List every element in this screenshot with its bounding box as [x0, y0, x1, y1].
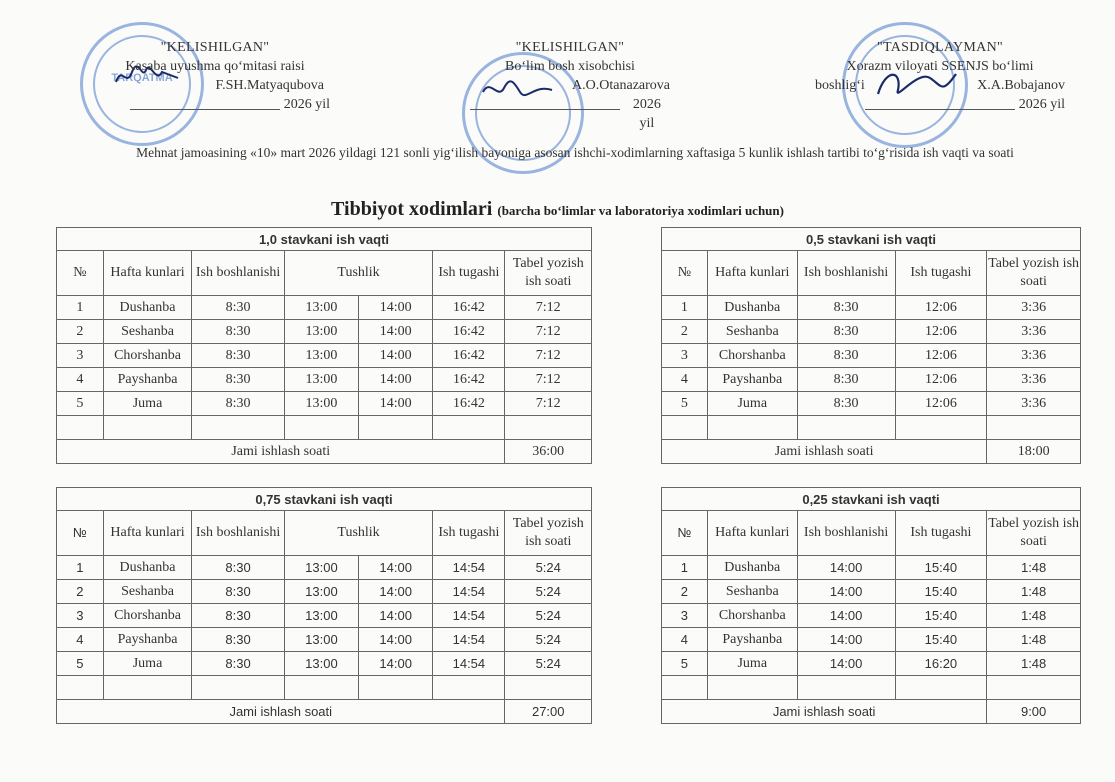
approval-left-year: 2026 yil [283, 97, 330, 112]
cell-lunch-start: 13:00 [284, 320, 358, 344]
cell-day: Chorshanba [103, 604, 191, 628]
approval-right-role: Xorazm viloyati SSENJS bo‘limi [846, 59, 1034, 74]
cell-start: 8:30 [797, 320, 895, 344]
empty-row [57, 416, 592, 440]
cell-hours: 1:48 [987, 604, 1081, 628]
cell-end: 15:40 [895, 580, 987, 604]
table-caption: 0,25 stavkani ish vaqti [662, 488, 1081, 511]
cell-hours: 1:48 [987, 556, 1081, 580]
table-row [57, 580, 592, 604]
cell-end: 16:42 [433, 296, 505, 320]
empty-row [662, 416, 1081, 440]
cell-no: 1 [662, 556, 708, 580]
approval-right-role2: boshlig‘i [815, 78, 865, 93]
cell-end: 16:42 [433, 320, 505, 344]
cell-start: 14:00 [797, 556, 895, 580]
empty-row [662, 676, 1081, 700]
cell-day: Dushanba [707, 296, 797, 320]
cell-end: 12:06 [895, 368, 987, 392]
cell-end: 15:40 [895, 556, 987, 580]
table-row [662, 296, 1081, 320]
cell-end: 14:54 [433, 604, 505, 628]
table-row [57, 556, 592, 580]
cell-lunch-start: 13:00 [284, 628, 358, 652]
cell-hours: 5:24 [505, 604, 592, 628]
cell-lunch-end: 14:00 [359, 392, 433, 416]
title-main: Tibbiyot xodimlari [331, 198, 493, 220]
cell-hours: 3:36 [987, 368, 1081, 392]
cell-start: 14:00 [797, 652, 895, 676]
table-caption: 0,5 stavkani ish vaqti [662, 228, 1081, 251]
col-end: Ish tugashi [433, 511, 505, 556]
table-0-75-rate [56, 487, 592, 724]
cell-hours: 3:36 [987, 320, 1081, 344]
table-row [57, 604, 592, 628]
cell-no: 3 [662, 344, 708, 368]
cell-end: 14:54 [433, 628, 505, 652]
table-row [57, 628, 592, 652]
total-value: 27:00 [505, 700, 592, 724]
date-line [130, 95, 280, 110]
cell-no: 3 [57, 604, 104, 628]
cell-hours: 7:12 [505, 296, 592, 320]
table-caption: 1,0 stavkani ish vaqti [57, 228, 592, 251]
approval-right-name: X.A.Bobajanov [977, 78, 1065, 93]
cell-no: 3 [662, 604, 708, 628]
cell-day: Seshanba [103, 580, 191, 604]
cell-day: Seshanba [707, 320, 797, 344]
cell-start: 8:30 [192, 320, 285, 344]
cell-day: Seshanba [707, 580, 797, 604]
cell-start: 8:30 [192, 344, 285, 368]
table-row [662, 556, 1081, 580]
cell-lunch-start: 13:00 [284, 296, 358, 320]
table-row [57, 320, 592, 344]
cell-hours: 7:12 [505, 320, 592, 344]
cell-start: 8:30 [797, 344, 895, 368]
date-line [865, 95, 1015, 110]
cell-lunch-start: 13:00 [284, 344, 358, 368]
cell-hours: 5:24 [505, 652, 592, 676]
col-days: Hafta kunlari [103, 511, 191, 556]
cell-end: 14:54 [433, 580, 505, 604]
col-hours: Tabel yozish ish soati [987, 251, 1081, 296]
approval-left [100, 38, 330, 114]
cell-no: 2 [662, 580, 708, 604]
approval-right [815, 38, 1065, 114]
cell-no: 4 [662, 628, 708, 652]
col-no: № [57, 511, 104, 556]
cell-hours: 7:12 [505, 344, 592, 368]
cell-no: 5 [662, 652, 708, 676]
approval-right-year: 2026 yil [1018, 97, 1065, 112]
total-label: Jami ishlash soati [57, 700, 505, 724]
cell-hours: 1:48 [987, 628, 1081, 652]
table-row [57, 344, 592, 368]
cell-day: Payshanba [707, 628, 797, 652]
cell-day: Dushanba [103, 296, 191, 320]
table-row [662, 580, 1081, 604]
total-row [57, 700, 592, 724]
cell-day: Dushanba [707, 556, 797, 580]
table-row [662, 652, 1081, 676]
col-end: Ish tugashi [895, 251, 987, 296]
cell-end: 16:20 [895, 652, 987, 676]
cell-lunch-start: 13:00 [284, 392, 358, 416]
col-start: Ish boshlanishi [797, 511, 895, 556]
cell-lunch-start: 13:00 [284, 604, 358, 628]
table-row [57, 368, 592, 392]
cell-no: 5 [57, 652, 104, 676]
cell-hours: 7:12 [505, 368, 592, 392]
cell-lunch-start: 13:00 [284, 652, 358, 676]
cell-start: 8:30 [797, 296, 895, 320]
cell-end: 12:06 [895, 392, 987, 416]
cell-hours: 1:48 [987, 652, 1081, 676]
approval-middle-role: Bo‘lim bosh xisobchisi [505, 59, 635, 74]
col-end: Ish tugashi [895, 511, 987, 556]
col-lunch: Tushlik [284, 511, 432, 556]
cell-start: 14:00 [797, 604, 895, 628]
total-value: 9:00 [987, 700, 1081, 724]
cell-lunch-end: 14:00 [359, 320, 433, 344]
cell-no: 1 [57, 296, 104, 320]
col-hours: Tabel yozish ish soati [987, 511, 1081, 556]
approval-left-name: F.SH.Matyaqubova [215, 78, 324, 93]
cell-lunch-end: 14:00 [359, 580, 433, 604]
cell-hours: 3:36 [987, 392, 1081, 416]
cell-day: Payshanba [103, 368, 191, 392]
cell-no: 5 [57, 392, 104, 416]
cell-day: Chorshanba [707, 344, 797, 368]
table-row [57, 392, 592, 416]
cell-lunch-end: 14:00 [359, 628, 433, 652]
total-label: Jami ishlash soati [662, 440, 987, 464]
cell-no: 5 [662, 392, 708, 416]
cell-no: 4 [662, 368, 708, 392]
col-no: № [57, 251, 104, 296]
cell-start: 8:30 [797, 368, 895, 392]
cell-start: 8:30 [192, 392, 285, 416]
cell-start: 8:30 [192, 296, 285, 320]
intro-text: Mehnat jamoasining «10» mart 2026 yildagi 121 sonli yig‘ilish bayoniga asosan ishchi-xodimlarning xaftasiga 5 kunlik ishlash tartibi to‘g‘risida ish vaqti va soati [136, 145, 1014, 160]
col-hours: Tabel yozish ish soati [505, 251, 592, 296]
table-row [57, 652, 592, 676]
cell-no: 4 [57, 628, 104, 652]
cell-end: 14:54 [433, 652, 505, 676]
table-row [662, 320, 1081, 344]
cell-start: 8:30 [192, 628, 285, 652]
cell-start: 8:30 [192, 556, 285, 580]
approval-left-role: Kasaba uyushma qo‘mitasi raisi [125, 59, 305, 74]
cell-lunch-end: 14:00 [359, 604, 433, 628]
cell-end: 12:06 [895, 320, 987, 344]
cell-day: Juma [707, 652, 797, 676]
title-sub: (barcha bo‘limlar va laboratoriya xodimlari uchun) [497, 203, 784, 218]
cell-lunch-end: 14:00 [359, 296, 433, 320]
cell-hours: 5:24 [505, 556, 592, 580]
total-value: 36:00 [505, 440, 592, 464]
cell-no: 1 [662, 296, 708, 320]
cell-start: 8:30 [192, 652, 285, 676]
col-days: Hafta kunlari [707, 251, 797, 296]
table-row [662, 604, 1081, 628]
cell-start: 14:00 [797, 580, 895, 604]
cell-lunch-end: 14:00 [359, 368, 433, 392]
cell-hours: 5:24 [505, 580, 592, 604]
cell-start: 8:30 [192, 368, 285, 392]
cell-hours: 3:36 [987, 296, 1081, 320]
cell-day: Juma [103, 652, 191, 676]
cell-no: 3 [57, 344, 104, 368]
table-0-5-rate [661, 227, 1081, 464]
cell-end: 15:40 [895, 628, 987, 652]
col-days: Hafta kunlari [707, 511, 797, 556]
table-1-0-rate [56, 227, 592, 464]
col-no: № [662, 251, 708, 296]
cell-day: Dushanba [103, 556, 191, 580]
total-row [662, 440, 1081, 464]
col-start: Ish boshlanishi [192, 251, 285, 296]
cell-start: 14:00 [797, 628, 895, 652]
cell-end: 14:54 [433, 556, 505, 580]
cell-day: Juma [103, 392, 191, 416]
col-no: № [662, 511, 708, 556]
page-title [0, 198, 1115, 221]
cell-start: 8:30 [797, 392, 895, 416]
cell-day: Chorshanba [707, 604, 797, 628]
cell-start: 8:30 [192, 580, 285, 604]
cell-hours: 1:48 [987, 580, 1081, 604]
total-label: Jami ishlash soati [57, 440, 505, 464]
total-row [662, 700, 1081, 724]
total-label: Jami ishlash soati [662, 700, 987, 724]
col-start: Ish boshlanishi [797, 251, 895, 296]
cell-hours: 7:12 [505, 392, 592, 416]
cell-day: Chorshanba [103, 344, 191, 368]
cell-hours: 5:24 [505, 628, 592, 652]
cell-day: Seshanba [103, 320, 191, 344]
table-row [662, 368, 1081, 392]
col-end: Ish tugashi [433, 251, 505, 296]
cell-end: 16:42 [433, 368, 505, 392]
date-line [470, 95, 620, 110]
cell-no: 2 [57, 320, 104, 344]
cell-end: 16:42 [433, 392, 505, 416]
col-start: Ish boshlanishi [192, 511, 285, 556]
total-row [57, 440, 592, 464]
table-row [662, 392, 1081, 416]
col-hours: Tabel yozish ish soati [505, 511, 592, 556]
cell-lunch-end: 14:00 [359, 556, 433, 580]
cell-lunch-start: 13:00 [284, 580, 358, 604]
approval-middle-year: 2026 yil [632, 97, 661, 131]
cell-hours: 3:36 [987, 344, 1081, 368]
cell-lunch-end: 14:00 [359, 652, 433, 676]
table-row [662, 628, 1081, 652]
table-row [57, 296, 592, 320]
cell-no: 2 [57, 580, 104, 604]
table-row [662, 344, 1081, 368]
col-days: Hafta kunlari [103, 251, 191, 296]
cell-start: 8:30 [192, 604, 285, 628]
approval-middle [470, 38, 670, 133]
cell-lunch-start: 13:00 [284, 368, 358, 392]
cell-end: 12:06 [895, 344, 987, 368]
approval-left-title: "KELISHILGAN" [160, 40, 270, 55]
cell-no: 4 [57, 368, 104, 392]
cell-day: Payshanba [103, 628, 191, 652]
cell-no: 2 [662, 320, 708, 344]
approval-middle-title: "KELISHILGAN" [515, 40, 625, 55]
stamp-left-text: TARQATMA [111, 72, 173, 85]
cell-end: 12:06 [895, 296, 987, 320]
col-lunch: Tushlik [284, 251, 432, 296]
cell-lunch-end: 14:00 [359, 344, 433, 368]
cell-end: 15:40 [895, 604, 987, 628]
cell-lunch-start: 13:00 [284, 556, 358, 580]
cell-day: Payshanba [707, 368, 797, 392]
empty-row [57, 676, 592, 700]
table-caption: 0,75 stavkani ish vaqti [57, 488, 592, 511]
total-value: 18:00 [987, 440, 1081, 464]
cell-day: Juma [707, 392, 797, 416]
cell-end: 16:42 [433, 344, 505, 368]
approval-middle-name: A.O.Otanazarova [572, 78, 670, 93]
cell-no: 1 [57, 556, 104, 580]
approval-right-title: "TASDIQLAYMAN" [877, 40, 1003, 55]
table-0-25-rate [661, 487, 1081, 724]
